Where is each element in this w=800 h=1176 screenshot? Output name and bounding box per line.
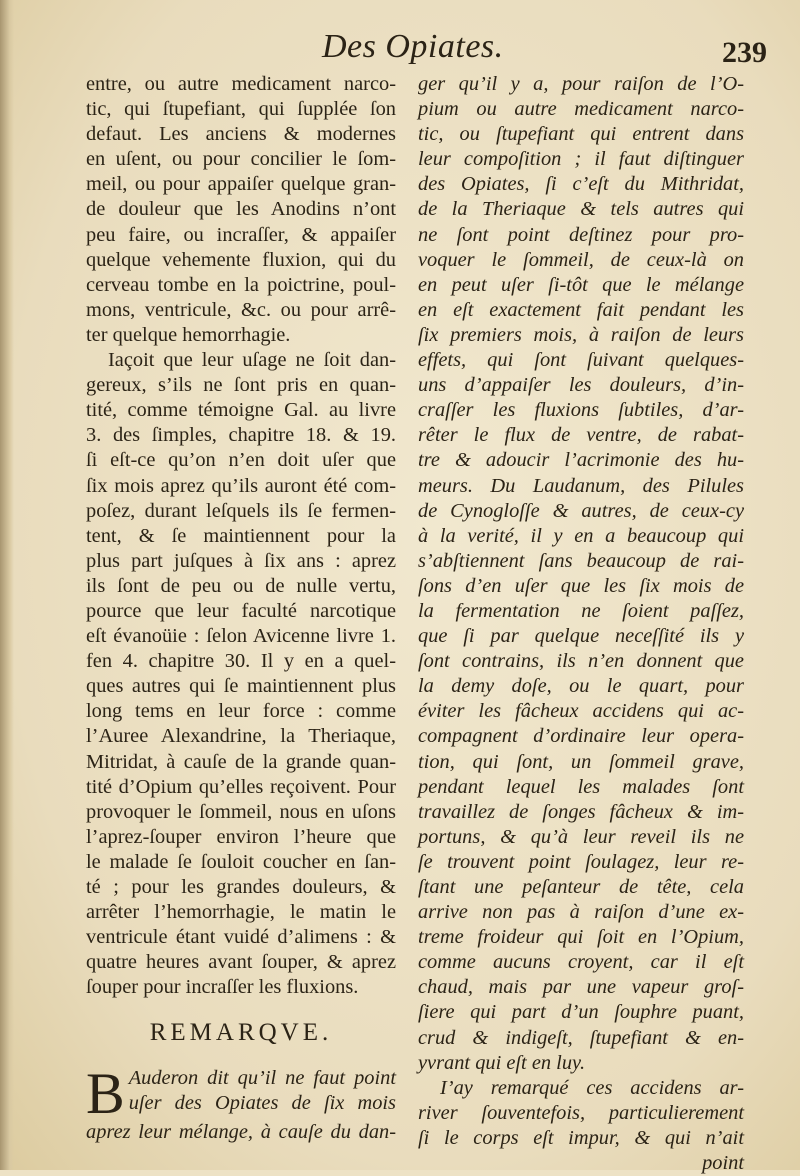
drop-cap: B bbox=[86, 1060, 125, 1126]
text-line: arrive non pas à raiſon d’une ex- bbox=[418, 901, 744, 924]
text-line: que ſi par quelque neceſſité ils y bbox=[418, 625, 744, 648]
text-line: en uſent, ou pour concilier le ſom- bbox=[86, 148, 396, 171]
text-line: tion, qui ſont, un ſommeil grave, bbox=[418, 750, 744, 773]
text-line: travaillez de ſonges fâcheux & im- bbox=[418, 800, 744, 823]
text-line: ſix premiers mois, à raiſon de leurs bbox=[418, 323, 744, 346]
text-line: I’ay remarqué ces accidens ar- bbox=[440, 1076, 744, 1099]
text-line: ger qu’il y a, pour raiſon de l’O- bbox=[418, 73, 744, 95]
text-line: chaud, mais par une vapeur groſ- bbox=[418, 976, 744, 999]
text-line: Iaçoit que leur uſage ne ſoit dan- bbox=[108, 349, 396, 372]
text-line: le malade ſe ſouloit coucher en ſan- bbox=[86, 850, 396, 873]
text-line: plus part juſques à ſix ans : aprez bbox=[86, 549, 396, 572]
text-line: pium ou autre medicament narco- bbox=[418, 98, 744, 121]
text-line: la fermentation ne ſoient paſſez, bbox=[418, 599, 744, 622]
text-line: l’aprez-ſouper environ l’heure que bbox=[86, 825, 396, 848]
text-line: Auderon dit qu’il ne faut point bbox=[128, 1066, 396, 1089]
text-line: gereux, s’ils ne ſont pris en quan- bbox=[86, 374, 396, 397]
text-line: effets, qui ſont ſuivant quelques- bbox=[418, 349, 744, 372]
text-line: té ; pour les grandes douleurs, & bbox=[86, 876, 396, 898]
text-line: de douleur que les Anodins n’ont bbox=[86, 198, 396, 221]
text-line: uns d’appaiſer les douleurs, d’in- bbox=[418, 374, 744, 397]
text-line: en peut uſer ſi-tôt que le mélange bbox=[418, 273, 744, 296]
text-line: tic, qui ſtupefiant, qui ſupplée ſon bbox=[86, 98, 396, 121]
right-column bbox=[418, 72, 744, 1176]
right-paragraph-2 bbox=[418, 1076, 744, 1151]
text-line: ſi le corps eſt impur, & qui n’ait bbox=[418, 1126, 744, 1149]
text-line: leur compoſition ; il faut diſtinguer bbox=[418, 148, 744, 171]
text-line: voquer le ſommeil, de ceux-là on bbox=[418, 248, 744, 271]
text-line: comme aucuns croyent, car il eſt bbox=[418, 951, 744, 974]
text-line: craſſer les fluxions ſubtiles, d’ar- bbox=[418, 399, 744, 422]
running-title: Des Opiates. bbox=[322, 28, 504, 65]
text-line: tre & adoucir l’acrimonie des hu- bbox=[418, 449, 744, 472]
text-line: tic, ou ſtupefiant qui entrent dans bbox=[418, 123, 744, 146]
text-line: pendant lequel les malades ſont bbox=[418, 775, 744, 798]
text-line: tité d’Opium qu’elles reçoivent. Pour bbox=[86, 775, 396, 798]
text-line: à la verité, il y en a beaucoup qui bbox=[418, 524, 744, 547]
text-line: ſouper pour incraſſer les fluxions. bbox=[86, 976, 359, 999]
text-line: defaut. Les anciens & modernes bbox=[86, 123, 396, 146]
text-line: éviter les fâcheux accidens qui ac- bbox=[418, 700, 744, 723]
text-line: provoquer le ſommeil, nous en uſons bbox=[86, 800, 396, 823]
text-line: de Cynogloſſe & autres, de ceux-cy bbox=[418, 499, 744, 522]
page-number: 239 bbox=[722, 36, 767, 69]
text-line: ſtant une peſanteur de tête, cela bbox=[418, 876, 744, 898]
text-line: ne ſont point deſtinez pour pro- bbox=[418, 223, 744, 246]
page-gutter bbox=[0, 0, 14, 1170]
left-paragraph-2 bbox=[86, 348, 396, 1000]
text-line: ſi eſt-ce qu’on n’en doit uſer que bbox=[86, 449, 396, 472]
text-line: quelque vehemente fluxion, qui du bbox=[86, 248, 396, 271]
text-line: en eſt exactement fait pendant les bbox=[418, 298, 744, 321]
text-line: meil, ou pour appaiſer quelque gran- bbox=[86, 173, 396, 196]
text-line: fen 4. chapitre 30. Il y en a quel- bbox=[86, 650, 396, 673]
text-line: cerveau tombe en la poictrine, poul- bbox=[86, 273, 396, 296]
text-line: des Opiates, ſi c’eſt du Mithridat, bbox=[418, 173, 744, 196]
text-line: pource que leur faculté narcotique bbox=[86, 599, 396, 622]
text-line: peu faire, ou incraſſer, & appaiſer bbox=[86, 223, 396, 246]
text-line: river ſouventefois, particulierement bbox=[418, 1101, 744, 1124]
text-line: quatre heures avant ſouper, & aprez bbox=[86, 951, 396, 974]
text-line: compagnent d’ordinaire leur opera- bbox=[418, 725, 744, 748]
text-line: arrêter l’hemorrhagie, le matin le bbox=[86, 901, 396, 924]
text-line: portuns, & qu’à leur reveil ils ne bbox=[418, 825, 744, 848]
left-paragraph-1 bbox=[86, 72, 396, 348]
text-line: ventricule étant vuidé d’alimens : & bbox=[86, 926, 396, 949]
text-line: mons, ventricule, &c. ou pour arrê- bbox=[86, 298, 396, 321]
text-line: s’abſtiennent ſans beaucoup de rai- bbox=[418, 549, 744, 572]
left-column bbox=[86, 72, 396, 1145]
text-line: meurs. Du Laudanum, des Pilules bbox=[418, 474, 744, 497]
text-line: ils ſont de peu ou de nulle vertu, bbox=[86, 574, 396, 597]
text-line: ſiere qui part d’un ſouphre puant, bbox=[418, 1001, 744, 1024]
text-line: tent, & ſe maintiennent pour la bbox=[86, 524, 396, 547]
text-line: Mitridat, à cauſe de la grande quan- bbox=[86, 750, 396, 773]
remarque-paragraph bbox=[86, 1060, 396, 1145]
text-line: ter quelque hemorrhagie. bbox=[86, 323, 291, 346]
text-line: yvrant qui eſt en luy. bbox=[418, 1051, 586, 1074]
text-line: long tems en leur force : comme bbox=[86, 700, 396, 723]
text-line: entre, ou autre medicament narco- bbox=[86, 73, 396, 95]
text-line: 3. des ſimples, chapitre 18. & 19. bbox=[86, 424, 396, 447]
text-line: de la Theriaque & tels autres qui bbox=[418, 198, 744, 221]
text-line: rêter le flux de ventre, de rabat- bbox=[418, 424, 744, 447]
text-line: ſe trouvent point ſoulagez, leur re- bbox=[418, 850, 744, 873]
text-line: eſt évanoüie : ſelon Avicenne livre 1. bbox=[86, 625, 396, 648]
text-line: ſons d’en uſer que les ſix mois de bbox=[418, 574, 744, 597]
text-line: l’Auree Alexandrine, la Theriaque, bbox=[86, 725, 396, 748]
text-line: ques autres qui ſe maintiennent plus bbox=[86, 675, 396, 698]
text-line: poſez, durant leſquels ils ſe fermen- bbox=[86, 499, 396, 522]
text-line: ſix mois aprez qu’ils auront été com- bbox=[86, 474, 396, 497]
remarque-heading: REMARQVE. bbox=[149, 1019, 333, 1047]
text-line: uſer des Opiates de ſix mois bbox=[128, 1091, 396, 1114]
text-line: ſont contrains, ils n’en donnent que bbox=[418, 650, 744, 673]
text-line: treme froideur qui ſoit en l’Opium, bbox=[418, 926, 744, 949]
text-line: tité, comme témoigne Gal. au livre bbox=[86, 399, 396, 422]
text-line: la demy doſe, ou le quart, pour bbox=[418, 675, 744, 698]
text-line: aprez leur mélange, à cauſe du dan- bbox=[86, 1120, 396, 1143]
text-line: crud & indigeſt, ſtupefiant & en- bbox=[418, 1026, 744, 1049]
catchword: point bbox=[702, 1152, 744, 1175]
right-paragraph-1 bbox=[418, 72, 744, 1076]
